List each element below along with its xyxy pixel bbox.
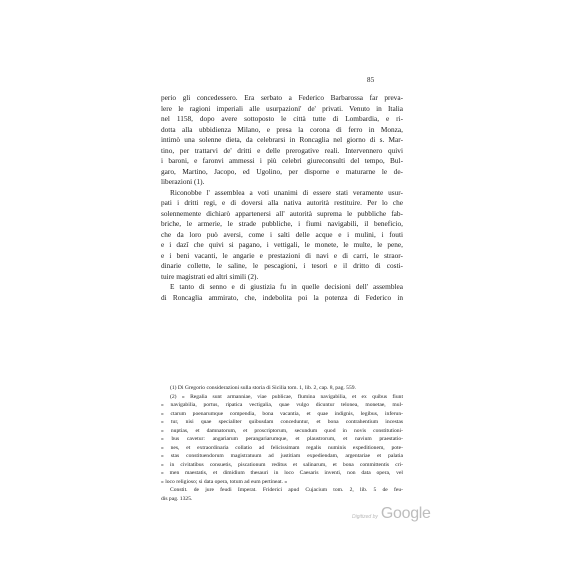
body-line: dinarie collette, le saline, le pescagioni, i tesori e il dritto di costi- [161,261,403,270]
footnote-line: dis pag. 1325. [161,495,193,502]
footnotes [161,384,403,503]
footnote-line: » bus cavetur: angariarum perangariarumque, et plaustrorum, et navium praestatio- [161,436,403,442]
footnote-line: » nuptias, et damnatorum, et proscriptorum, secundum quod in novis constitutioni- [161,427,403,434]
body-text [161,93,403,303]
watermark-brand: Google [380,505,431,522]
body-line: che da loro può aversi, come i salti delle acque e i mulini, i fouti [161,229,403,239]
body-line: liberazioni (1). [161,177,205,186]
footnote-line: » nes, et extraordinaria collatio ad felicissimam regalis numinis expeditionem, pote- [161,444,403,451]
footnote-line: » tur, nisi quae specialiter quibusdam conceduntur, et bona contrahentium incestas [161,419,403,425]
footnote-line: (1) Di Gregorio considerazioni sulla storia di Sicilia tom. 1, lib. 2, cap. 8, pag. 559. [170,385,356,391]
body-line: intimò una solenne dieta, da celebrarsi in Roncaglia nel giorno di s. Mar- [161,135,403,144]
body-line: di Roncaglia ammirato, che, indebolita poi la potenza di Federico in [161,292,403,302]
body-line: briche, le armerie, le strade pubbliche, i fiumi navigabili, il beneficio, [161,219,403,228]
body-line: solennemente dichiarò appartenersi all' autorità suprema le pubbliche fab- [161,208,403,218]
body-line: tuire magistrati ed altri simili (2). [161,271,259,281]
body-line: i baroni, e faronvi ammessi i più celebri giureconsulti del tempo, Bul- [161,156,403,165]
footnote-line: » men maestatis, et dimidium thesauri in loco Caesaris inventi, non data opera, vel [161,470,403,476]
footnote-line: » ctarum poenarumque compendia, bona vacantia, et quae indignis, legibus, inferun- [161,410,403,417]
digitized-watermark [352,505,431,523]
body-line: lere le ragioni imperiali alle usurpazioni' de' privati. Venuto in Italia [161,103,403,113]
body-line: nel 1158, dopo avere sottoposto le città tutte di Lombardia, e ri- [161,114,403,123]
page-number: 85 [367,76,375,84]
footnote-line: » navigabilia, portus, ripatica vectigalia, quae vulgo dicuntur telonea, monetae, mul- [161,402,403,408]
body-line: perio gli concedessero. Era serbato a Federico Barbarossa far preva- [161,93,403,102]
footnote-line: Constit. de jure feudi Imperat. Friderici apud Cujacium tom. 2, lib. 5 de feu- [170,487,403,493]
footnote-line: (2) « Regalia sunt armanniae, viae publicae, flumina navigabilia, et ex quibus fiunt [170,393,403,400]
body-line: tino, per trattarvi de' dritti e delle prerogative reali. Intervennero quivi [161,145,403,155]
body-line: Riconobbe l' assemblea a voti unanimi di essere stati veramente usur- [170,187,403,197]
watermark-prefix: Digitized by [352,514,378,520]
footnote-line: » loco religioso; si data opera, totum ad eum pertineat. » [161,478,288,485]
body-line: e i dazî che quivi si pagano, i vettigali, le monete, le multe, le pene, [161,240,403,249]
body-line: garo, Martino, Jacopo, ed Ugolino, per disporne e maturarne le de- [161,166,403,176]
footnote-line: » in civitatibus consuetis, piscationum reditus et salinarum, et bona committentis cri- [161,461,403,468]
body-line: E tanto di senno e di giustizia fu in quelle decisioni dell' assemblea [170,282,403,291]
body-line: dotta alla ubbidienza Milano, e presa la corona di ferro in Monza, [161,124,403,134]
footnote-line: » stas constituendorum magistratuum ad justitiam expediendam, argentariae et palatia [161,453,403,459]
body-line: e i beni vacanti, le angarie e prestazioni di navi e di carri, le straor- [161,250,403,260]
body-line: pati i dritti regi, e di doversi alla nativa autorità restituire. Per lo che [161,198,403,207]
